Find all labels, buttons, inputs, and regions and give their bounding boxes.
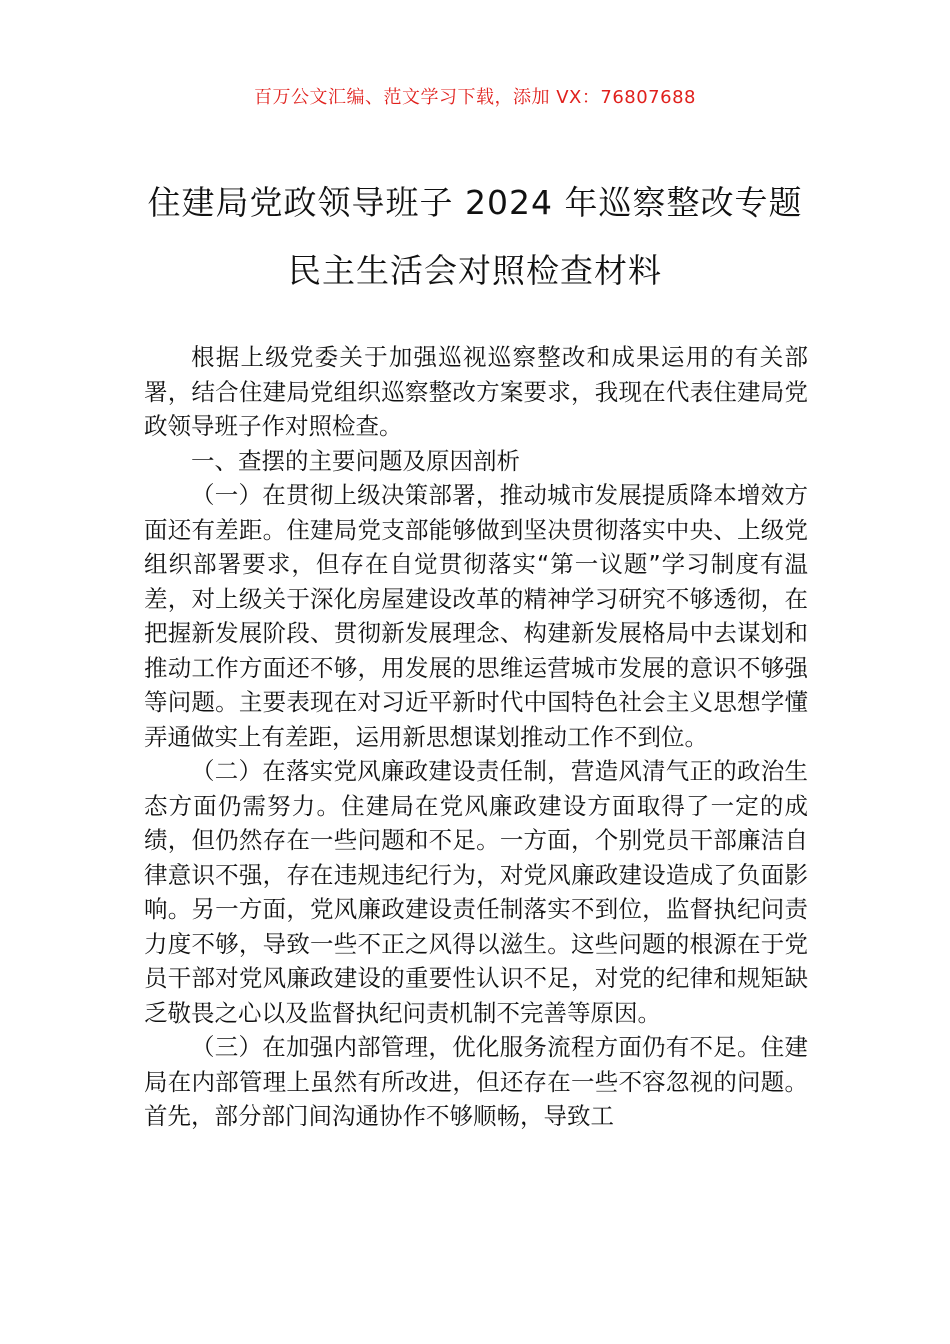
document-title-line-1: 住建局党政领导班子 2024 年巡察整改专题 [147,183,803,222]
document-body [144,340,808,1134]
header-banner: 百万公文汇编、范文学习下载，添加 VX：76807688 [254,87,696,108]
section-heading-1: 一、查摆的主要问题及原因剖析 [191,446,520,475]
paragraph-1: （一）在贯彻上级决策部署，推动城市发展提质降本增效方面还有差距。住建局党支部能够做到坚决贯彻落实中央、上级党组织部署要求，但存在自觉贯彻落实“第一议题”学习制度有温差，对上级关于深化房屋建设改革的精神学习研究不够透彻，在把握新发展阶段、贯彻新发展理念、构建新发展格局中去谋划和推动工作方面还不够，用发展的思维运营城市发展的意识不够强等问题。主要表现在对习近平新时代中国特色社会主义思想学懂弄通做实上有差距，运用新思想谋划推动工作不到位。 [144,481,808,751]
paragraph-3: （三）在加强内部管理，优化服务流程方面仍有不足。住建局在内部管理上虽然有所改进，但还存在一些不容忽视的问题。首先，部分部门间沟通协作不够顺畅，导致工 [144,1033,808,1130]
paragraph-2: （二）在落实党风廉政建设责任制，营造风清气正的政治生态方面仍需努力。住建局在党风廉政建设方面取得了一定的成绩，但仍然存在一些问题和不足。一方面，个别党员干部廉洁自律意识不强，存在违规违纪行为，对党风廉政建设造成了负面影响。另一方面，党风廉政建设责任制落实不到位，监督执纪问责力度不够，导致一些不正之风得以滋生。这些问题的根源在于党员干部对党风廉政建设的重要性认识不足，对党的纪律和规矩缺乏敬畏之心以及监督执纪问责机制不完善等原因。 [144,757,808,1027]
document-title-line-2: 民主生活会对照检查材料 [288,251,662,290]
intro-paragraph: 根据上级党委关于加强巡视巡察整改和成果运用的有关部署，结合住建局党组织巡察整改方案要求，我现在代表住建局党政领导班子作对照检查。 [144,343,808,440]
